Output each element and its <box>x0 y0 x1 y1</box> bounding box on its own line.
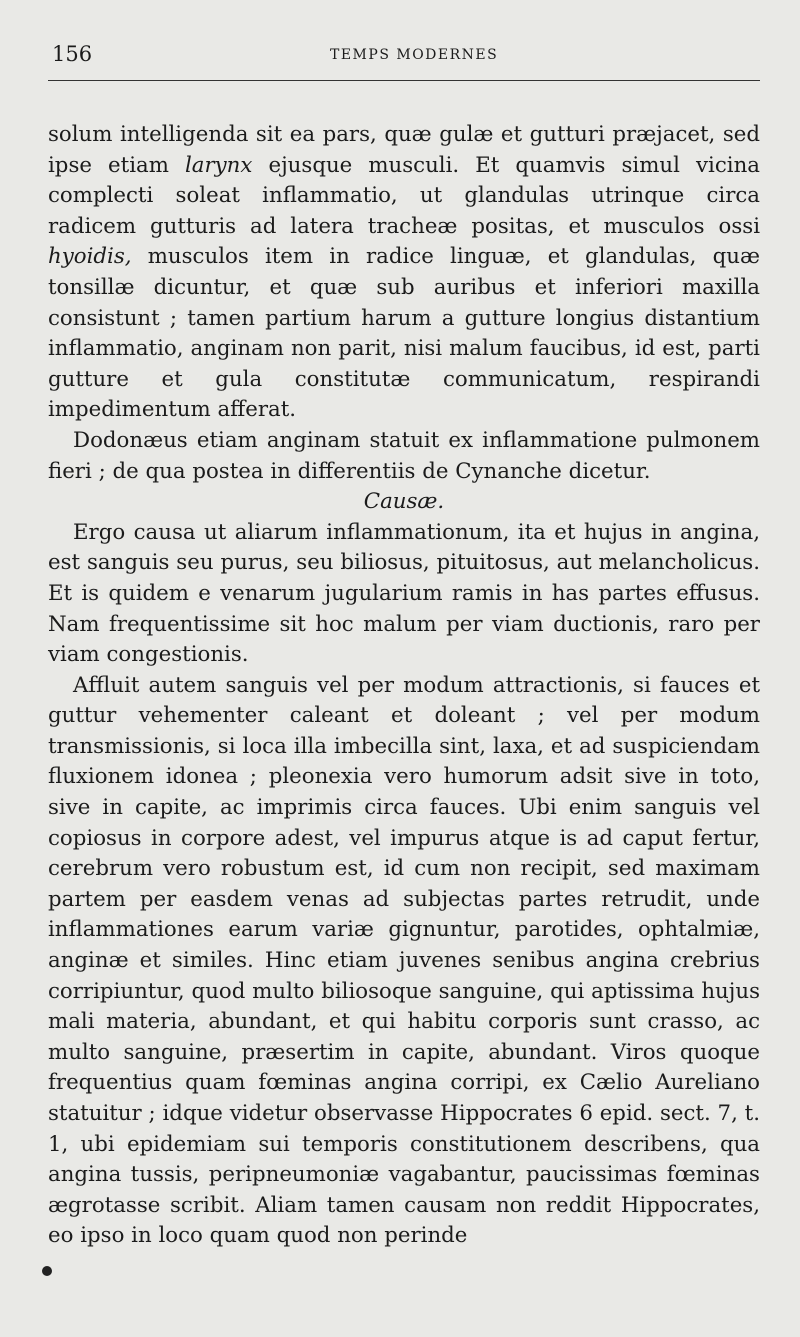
term-hyoidis: hyoidis, <box>48 244 132 270</box>
paragraph: Affluit autem sanguis vel per modum attractionis, si fauces et guttur vehementer caleant et doleant ; vel per modum transmissionis, si loca illa imbecilla sint, laxa, et ad suspiciendam fluxionem idonea ; pleonexia vero humorum adsit sive in toto, sive in capite, ac imprimis circa fauces. Ubi enim sanguis vel copiosus in corpore adest, vel impurus atque is ad caput fertur, cerebrum vero robustum est, id cum non recipit, sed maximam partem per easdem venas ad subjectas partes retrudit, unde inflammationes earum variæ gignuntur, parotides, ophtalmiæ, anginæ et similes. Hinc etiam juvenes senibus angina crebrius corripiuntur, quod multo biliosoque sanguine, qui aptissima hujus mali materia, abundant, et qui habitu corporis sunt crasso, ac multo sanguine, præsertim in capite, abundant. Viros quoque frequentius quam fœminas angina corripi, ex Cælio Aureliano statuitur ; idque videtur observasse Hippocrates 6 epid. sect. 7, t. 1, ubi epidemiam sui temporis constitutionem describens, qua angina tussis, peripneumoniæ vagabantur, paucissimas fœminas ægrotasse scribit. Aliam tamen causam non reddit Hippocrates, eo ipso in loco quam quod non perinde <box>48 672 760 1249</box>
paragraph: Ergo causa ut aliarum inflammationum, ita et hujus in angina, est sanguis seu purus, seu biliosus, pituitosus, aut melancholicus. Et is quidem e venarum jugularium ramis in has partes effusus. Nam frequentissime sit hoc malum per viam ductionis, raro per viam congestionis. <box>48 519 760 668</box>
ink-dot-icon <box>40 1264 54 1278</box>
page-header <box>48 40 760 68</box>
main-text <box>48 120 760 1252</box>
term-larynx: larynx <box>184 152 253 178</box>
header-rule <box>48 80 760 81</box>
running-title: TEMPS MODERNES <box>330 47 499 63</box>
page-number: 156 <box>52 42 93 66</box>
paragraph: solum intelligenda sit ea pars, quæ gulæ et gutturi præjacet, sed ipse etiam larynx ejusque musculi. Et quamvis simul vicina complecti soleat inflammatio, ut glandulas utrinque circa radicem gutturis ad latera tracheæ positas, et musculos ossi hyoidis, musculos item in radice linguæ, et glandulas, quæ tonsillæ dicuntur, et quæ sub auribus et inferiori maxilla consistunt ; tamen partium harum a gutture longius distantium inflammatio, anginam non parit, nisi malum faucibus, id est, parti gutture et gula constitutæ communicatum, respirandi impedimentum afferat. <box>48 122 760 423</box>
section-heading: Causæ. <box>363 489 445 515</box>
paragraph: Dodonæus etiam anginam statuit ex inflammatione pulmonem fieri ; de qua postea in differentiis de Cynanche dicetur. <box>48 427 760 484</box>
